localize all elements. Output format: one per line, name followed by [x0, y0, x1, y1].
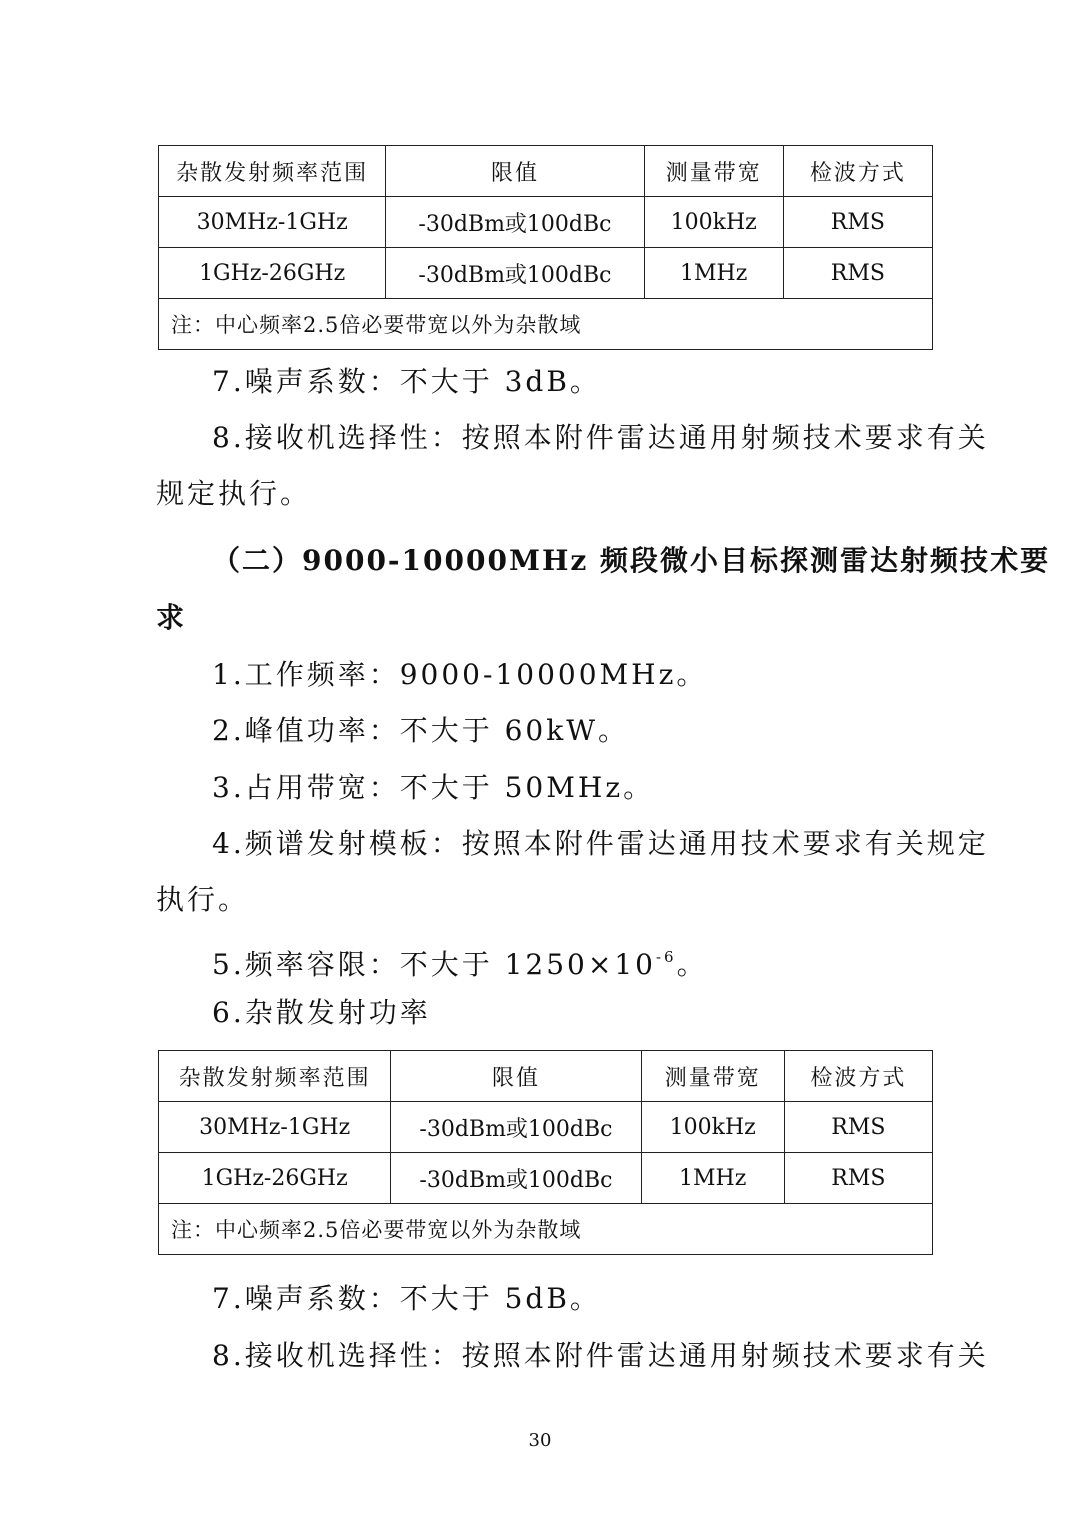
- table-note-row: [159, 299, 933, 350]
- table-header-row: [159, 146, 933, 197]
- frequency-tolerance-item: [212, 939, 708, 983]
- peak-power-item: 2.峰值功率：不大于 60kW。: [212, 714, 629, 747]
- operating-frequency-item: 1.工作频率：9000-10000MHz。: [212, 658, 708, 691]
- cell: 30MHz-1GHz: [159, 197, 386, 248]
- table-note: 注：中心频率2.5倍必要带宽以外为杂散域: [159, 1204, 933, 1255]
- table-note-row: [159, 1204, 933, 1255]
- cell: RMS: [784, 1153, 932, 1204]
- header-measurement-bandwidth: 测量带宽: [641, 1051, 784, 1102]
- cell: -30dBm或100dBc: [391, 1102, 641, 1153]
- spurious-emission-table-1: [158, 145, 933, 350]
- spectrum-mask-item-cont: 执行。: [156, 883, 250, 916]
- spurious-power-item: 6.杂散发射功率: [212, 996, 431, 1029]
- cell: 1GHz-26GHz: [159, 248, 386, 299]
- cell: -30dBm或100dBc: [391, 1153, 641, 1204]
- header-frequency-range: 杂散发射频率范围: [159, 1051, 391, 1102]
- receiver-selectivity-item-cont: 规定执行。: [156, 477, 312, 510]
- header-limit: 限值: [391, 1051, 641, 1102]
- cell: RMS: [783, 248, 932, 299]
- table-row: [159, 248, 933, 299]
- receiver-selectivity-item-2: 8.接收机选择性：按照本附件雷达通用射频技术要求有关: [212, 1339, 989, 1372]
- tolerance-text: 5.频率容限：不大于 1250×10: [212, 948, 656, 981]
- table-row: [159, 1153, 933, 1204]
- spectrum-mask-item: 4.频谱发射模板：按照本附件雷达通用技术要求有关规定: [212, 827, 989, 860]
- section-heading: （二）9000-10000MHz 频段微小目标探测雷达射频技术要: [212, 544, 1051, 577]
- header-measurement-bandwidth: 测量带宽: [644, 146, 783, 197]
- table-note: 注：中心频率2.5倍必要带宽以外为杂散域: [159, 299, 933, 350]
- page-number: 30: [528, 1430, 552, 1451]
- cell: -30dBm或100dBc: [386, 248, 644, 299]
- tolerance-suffix: 。: [676, 948, 708, 981]
- occupied-bandwidth-item: 3.占用带宽：不大于 50MHz。: [212, 771, 655, 804]
- receiver-selectivity-item: 8.接收机选择性：按照本附件雷达通用射频技术要求有关: [212, 421, 989, 454]
- tolerance-exponent: -6: [655, 948, 677, 966]
- header-limit: 限值: [386, 146, 644, 197]
- cell: 30MHz-1GHz: [159, 1102, 391, 1153]
- header-detection-mode: 检波方式: [783, 146, 932, 197]
- cell: 1MHz: [644, 248, 783, 299]
- header-detection-mode: 检波方式: [784, 1051, 932, 1102]
- cell: -30dBm或100dBc: [386, 197, 644, 248]
- noise-figure-item: 7.噪声系数：不大于 3dB。: [212, 365, 601, 398]
- noise-figure-item-2: 7.噪声系数：不大于 5dB。: [212, 1282, 601, 1315]
- cell: 1MHz: [641, 1153, 784, 1204]
- cell: RMS: [784, 1102, 932, 1153]
- cell: 100kHz: [644, 197, 783, 248]
- spurious-emission-table-2: [158, 1050, 933, 1255]
- cell: 100kHz: [641, 1102, 784, 1153]
- table-row: [159, 197, 933, 248]
- section-heading-cont: 求: [156, 601, 187, 634]
- cell: 1GHz-26GHz: [159, 1153, 391, 1204]
- table-header-row: [159, 1051, 933, 1102]
- header-frequency-range: 杂散发射频率范围: [159, 146, 386, 197]
- cell: RMS: [783, 197, 932, 248]
- table-row: [159, 1102, 933, 1153]
